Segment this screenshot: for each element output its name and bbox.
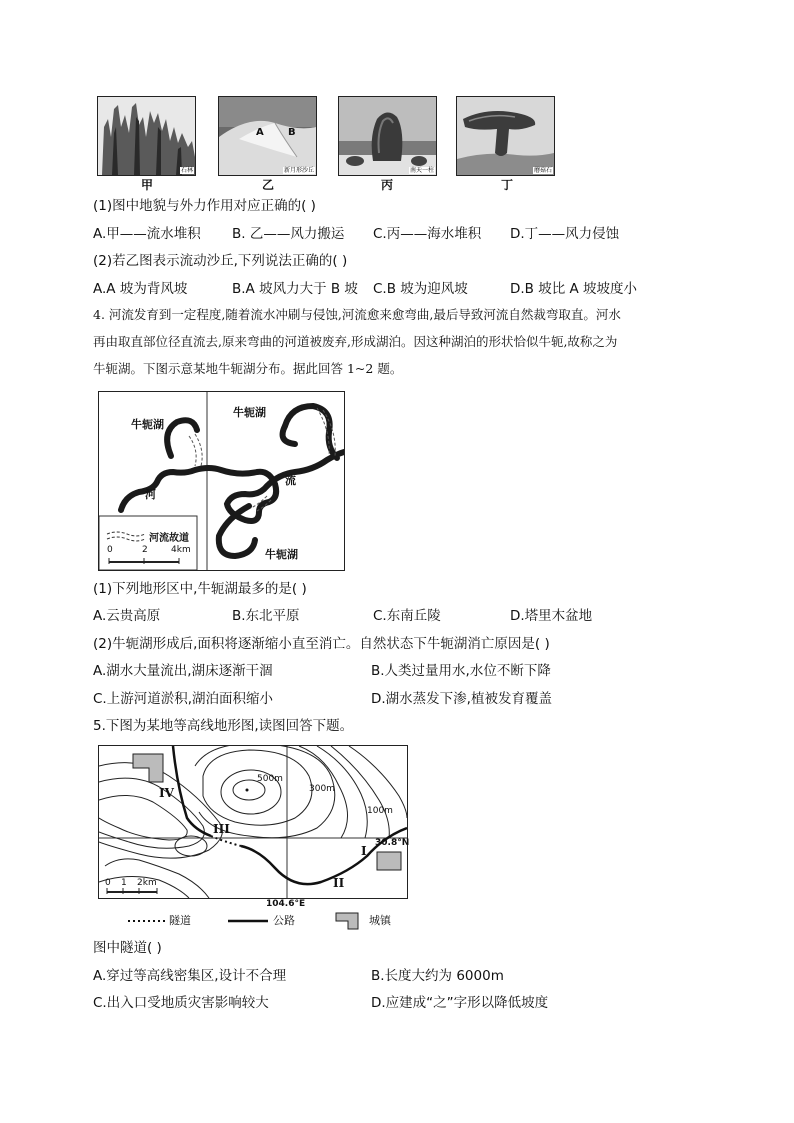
photo-label: 丁 <box>501 178 514 192</box>
region-label-ii: II <box>333 876 345 890</box>
q5-option-c: C.出入口受地质灾害影响较大 <box>93 995 269 1011</box>
map-label-oxbow-bottom: 牛轭湖 <box>265 548 298 561</box>
photo-tag: 石林 <box>180 167 193 174</box>
q4-sub2-option-b: B.人类过量用水,水位不断下降 <box>371 663 551 679</box>
q3-sub2-option-b: B.A 坡风力大于 B 坡 <box>232 281 358 297</box>
q3-sub2-option-a: A.A 坡为背风坡 <box>93 281 188 297</box>
q4-intro-line-1: 4. 河流发育到一定程度,随着流水冲刷与侵蚀,河流愈来愈弯曲,最后导致河流自然裁弯取直。河水 <box>93 307 621 322</box>
legend-town-symbol <box>336 913 358 929</box>
q3-sub1-option-d: D.丁——风力侵蚀 <box>510 226 620 242</box>
q4-intro-line-3: 牛轭湖。下图示意某地牛轭湖分布。据此回答 1~2 题。 <box>93 361 403 376</box>
dune-slope-b-label: B <box>288 127 296 138</box>
q4-sub2-option-c: C.上游河道淤积,湖泊面积缩小 <box>93 691 274 707</box>
q3-sub2-option-c: C.B 坡为迎风坡 <box>373 281 468 297</box>
photo-tag: 南天一柱 <box>409 167 434 174</box>
scale-label-4km: 4km <box>171 545 191 555</box>
map-label-river-a: 河 <box>145 488 156 501</box>
mushroom-rock-illustration <box>457 97 554 175</box>
stone-forest-illustration <box>98 97 195 175</box>
q5-option-b: B.长度大约为 6000m <box>371 968 504 984</box>
q4-sub1-option-a: A.云贵高原 <box>93 608 161 624</box>
map-label-oxbow-tl: 牛轭湖 <box>131 418 164 431</box>
legend-old-channel-label: 河流故道 <box>149 533 189 544</box>
region-label-iii: III <box>213 822 230 836</box>
scale-label-2km: 2km <box>137 878 157 888</box>
sea-pillar-illustration <box>339 97 436 175</box>
contour-label-300m: 300m <box>309 784 335 794</box>
dune-slope-a-label: A <box>256 127 264 138</box>
scale-label-0: 0 <box>107 545 113 555</box>
scale-label-2: 2 <box>142 545 148 555</box>
scale-label-1: 1 <box>121 878 127 888</box>
q4-sub1-stem: (1)下列地形区中,牛轭湖最多的是( ) <box>93 581 307 597</box>
photo-stone-forest <box>97 96 196 176</box>
q5-option-a: A.穿过等高线密集区,设计不合理 <box>93 968 287 984</box>
q3-sub1-option-a: A.甲——流水堆积 <box>93 226 201 242</box>
q4-intro-line-2: 再由取直部位径直流去,原来弯曲的河道被废弃,形成湖泊。因这种湖泊的形状恰似牛轭,故称之为 <box>93 334 618 349</box>
q3-sub1-option-c: C.丙——海水堆积 <box>373 226 482 242</box>
contour-map <box>98 745 408 899</box>
photo-sand-dune <box>218 96 317 176</box>
photo-label: 丙 <box>381 178 394 192</box>
legend-highway-label: 公路 <box>273 914 295 927</box>
q4-sub1-option-b: B.东北平原 <box>232 608 300 624</box>
q4-sub2-option-d: D.湖水蒸发下渗,植被发育覆盖 <box>371 691 552 707</box>
legend-tunnel-label: 隧道 <box>169 914 191 927</box>
sand-dune-illustration <box>219 97 316 175</box>
q5-question-stem: 图中隧道( ) <box>93 940 162 956</box>
q5-intro: 5.下图为某地等高线地形图,读图回答下题。 <box>93 718 354 734</box>
contour-label-100m: 100m <box>367 806 393 816</box>
q3-sub2-stem: (2)若乙图表示流动沙丘,下列说法正确的( ) <box>93 253 348 269</box>
latitude-label: 30.8°N <box>375 838 410 848</box>
photo-tag: 新月形沙丘 <box>283 167 314 174</box>
map-label-oxbow-tr: 牛轭湖 <box>233 406 266 419</box>
photo-sea-pillar <box>338 96 437 176</box>
q4-sub2-stem: (2)牛轭湖形成后,面积将逐渐缩小直至消亡。自然状态下牛轭湖消亡原因是( ) <box>93 636 550 652</box>
scale-label-0: 0 <box>105 878 111 888</box>
contour-map-drawing <box>99 746 410 898</box>
photo-tag: 蘑菇石 <box>533 167 552 174</box>
longitude-label: 104.6°E <box>266 899 306 909</box>
map-label-river-b: 流 <box>285 474 296 487</box>
q4-sub2-option-a: A.湖水大量流出,湖床逐渐干涸 <box>93 663 273 679</box>
q4-sub1-option-c: C.东南丘陵 <box>373 608 441 624</box>
photo-mushroom-rock <box>456 96 555 176</box>
q5-option-d: D.应建成“之”字形以降低坡度 <box>371 995 549 1011</box>
q3-sub2-option-d: D.B 坡比 A 坡坡度小 <box>510 281 638 297</box>
q3-sub1-option-b: B. 乙——风力搬运 <box>232 226 345 242</box>
photo-label: 甲 <box>141 178 154 192</box>
contour-label-500m: 500m <box>257 774 283 784</box>
q3-sub1-stem: (1)图中地貌与外力作用对应正确的( ) <box>93 198 316 214</box>
legend-town-label: 城镇 <box>369 914 391 927</box>
q4-sub1-option-d: D.塔里木盆地 <box>510 608 593 624</box>
region-label-i: I <box>361 844 367 858</box>
oxbow-lake-map <box>98 391 345 571</box>
region-label-iv: IV <box>159 786 174 800</box>
photo-label: 乙 <box>262 178 275 192</box>
